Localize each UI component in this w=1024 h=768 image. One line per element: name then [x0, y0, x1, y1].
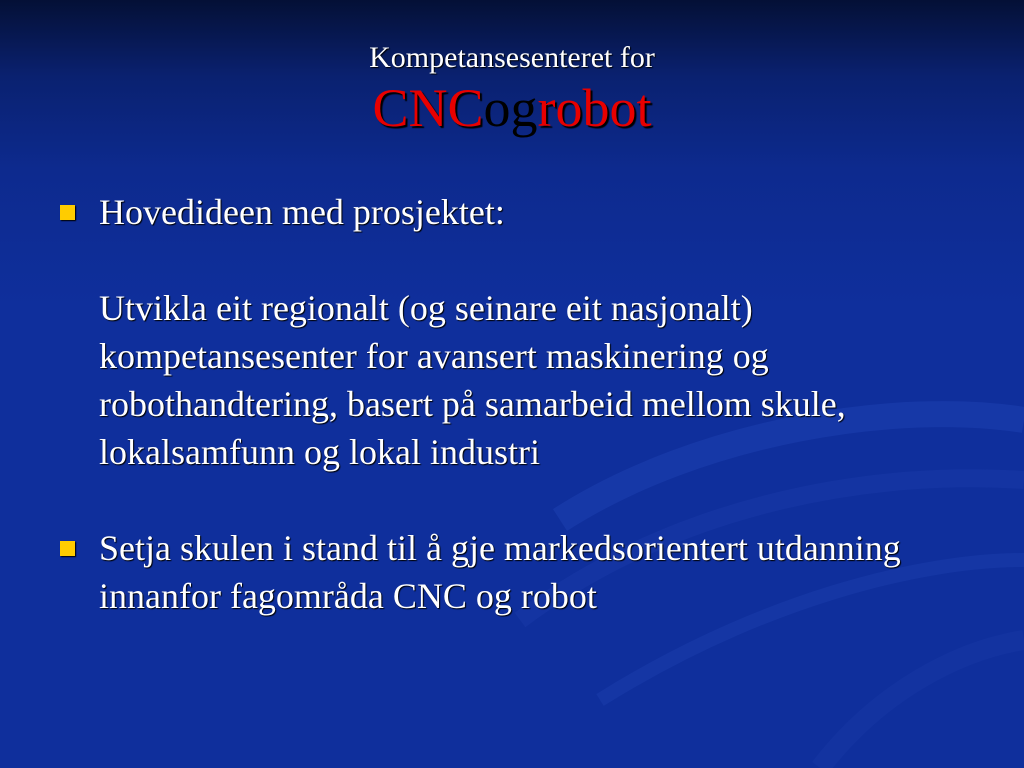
bullet-1-text: Hovedideen med prosjektet: [99, 192, 505, 232]
title-line-1: Kompetansesenteret for [369, 41, 655, 74]
title-og: og [483, 78, 538, 138]
bullet-1-paragraph: Utvikla eit regionalt (og seinare eit nasjonalt) kompetansesenter for avansert maskinering og robothandtering, basert på samarbeid mellom skule, lokalsamfunn og lokal industri [99, 288, 846, 472]
bullet-item-2 [60, 524, 960, 620]
bullet-item-1 [60, 188, 960, 236]
title-robot: robot [537, 78, 652, 138]
title-cnc: CNC [372, 78, 484, 138]
bullet-2-text: Setja skulen i stand til å gje markedsorientert utdanning innanfor fagområda CNC og robot [99, 528, 901, 616]
square-bullet-icon [60, 205, 75, 220]
slide-body [60, 188, 960, 620]
title-line-2 [0, 78, 1024, 138]
square-bullet-icon [60, 541, 75, 556]
slide-title [0, 38, 1024, 138]
